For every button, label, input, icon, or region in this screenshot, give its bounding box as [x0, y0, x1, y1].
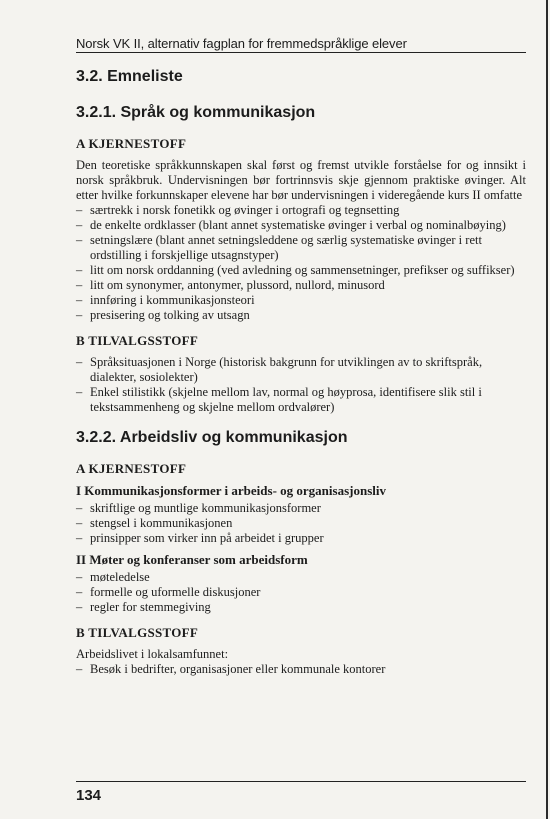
list-item: – Enkel stilistikk (skjelne mellom lav, normal og høyprosa, identifisere slik stil i tekstsammenheng og skjelne mellom ordvalører)	[76, 385, 526, 415]
list-item: – skriftlige og muntlige kommunikasjonsformer	[76, 501, 526, 516]
list-item: – setningslære (blant annet setningsleddene og særlig systematiske øvinger i rett ordstilling i forskjellige utsagnstyper)	[76, 233, 526, 263]
list-item: – litt om norsk orddanning (ved avledning og sammensetninger, prefikser og suffikser)	[76, 263, 526, 278]
section-title-1: 3.2.1. Språk og kommunikasjon	[76, 104, 316, 121]
list-item: – de enkelte ordklasser (blant annet systematiske øvinger i verbal og nominalbøying)	[76, 218, 526, 233]
list-item: – stengsel i kommunikasjonen	[76, 516, 526, 531]
section1-core-intro: Den teoretiske språkkunnskapen skal først og fremst utvikle forståelse for og innsikt i norsk språkbruk. Undervisningen bør fortrinnsvis skje gjennom praktiske øvinger. Alt etter hvilke forkunnskaper elevene har bør undervisningen i videregående kurs II omfatte	[76, 158, 526, 202]
page-title: 3.2. Emneliste	[76, 68, 183, 85]
section2-sub1-list	[76, 501, 526, 546]
section1-core-heading: A KJERNESTOFF	[76, 136, 187, 151]
section2-elective-list	[76, 662, 526, 677]
list-item: – innføring i kommunikasjonsteori	[76, 293, 526, 308]
page-number: 134	[76, 787, 102, 804]
list-item: – møteledelse	[76, 570, 526, 585]
list-item: – prinsipper som virker inn på arbeidet i grupper	[76, 531, 526, 546]
section1-elective-heading: B TILVALGSSTOFF	[76, 333, 199, 348]
list-item: – litt om synonymer, antonymer, plussord, nullord, minusord	[76, 278, 526, 293]
list-item: – presisering og tolking av utsagn	[76, 308, 526, 323]
section2-sub2-title: II Møter og konferanser som arbeidsform	[76, 552, 308, 567]
footer-rule	[76, 781, 526, 782]
running-header: Norsk VK II, alternativ fagplan for fremmedspråklige elever	[76, 36, 407, 51]
section1-elective-list	[76, 355, 526, 415]
section2-elective-heading: B TILVALGSSTOFF	[76, 625, 199, 640]
list-item: – Besøk i bedrifter, organisasjoner eller kommunale kontorer	[76, 662, 526, 677]
section1-core-list	[76, 203, 526, 323]
section2-sub1-title: I Kommunikasjonsformer i arbeids- og organisasjonsliv	[76, 483, 386, 498]
list-item: – særtrekk i norsk fonetikk og øvinger i ortografi og tegnsetting	[76, 203, 526, 218]
list-item: – regler for stemmegiving	[76, 600, 526, 615]
page-content	[76, 64, 526, 683]
list-item: – Språksituasjonen i Norge (historisk bakgrunn for utviklingen av to skriftspråk, dialekter, sosiolekter)	[76, 355, 526, 385]
section2-elective-intro: Arbeidslivet i lokalsamfunnet:	[76, 647, 229, 661]
header-rule	[76, 52, 526, 53]
section-title-2: 3.2.2. Arbeidsliv og kommunikasjon	[76, 429, 348, 446]
list-item: – formelle og uformelle diskusjoner	[76, 585, 526, 600]
section2-sub2-list	[76, 570, 526, 615]
section2-core-heading: A KJERNESTOFF	[76, 461, 187, 476]
